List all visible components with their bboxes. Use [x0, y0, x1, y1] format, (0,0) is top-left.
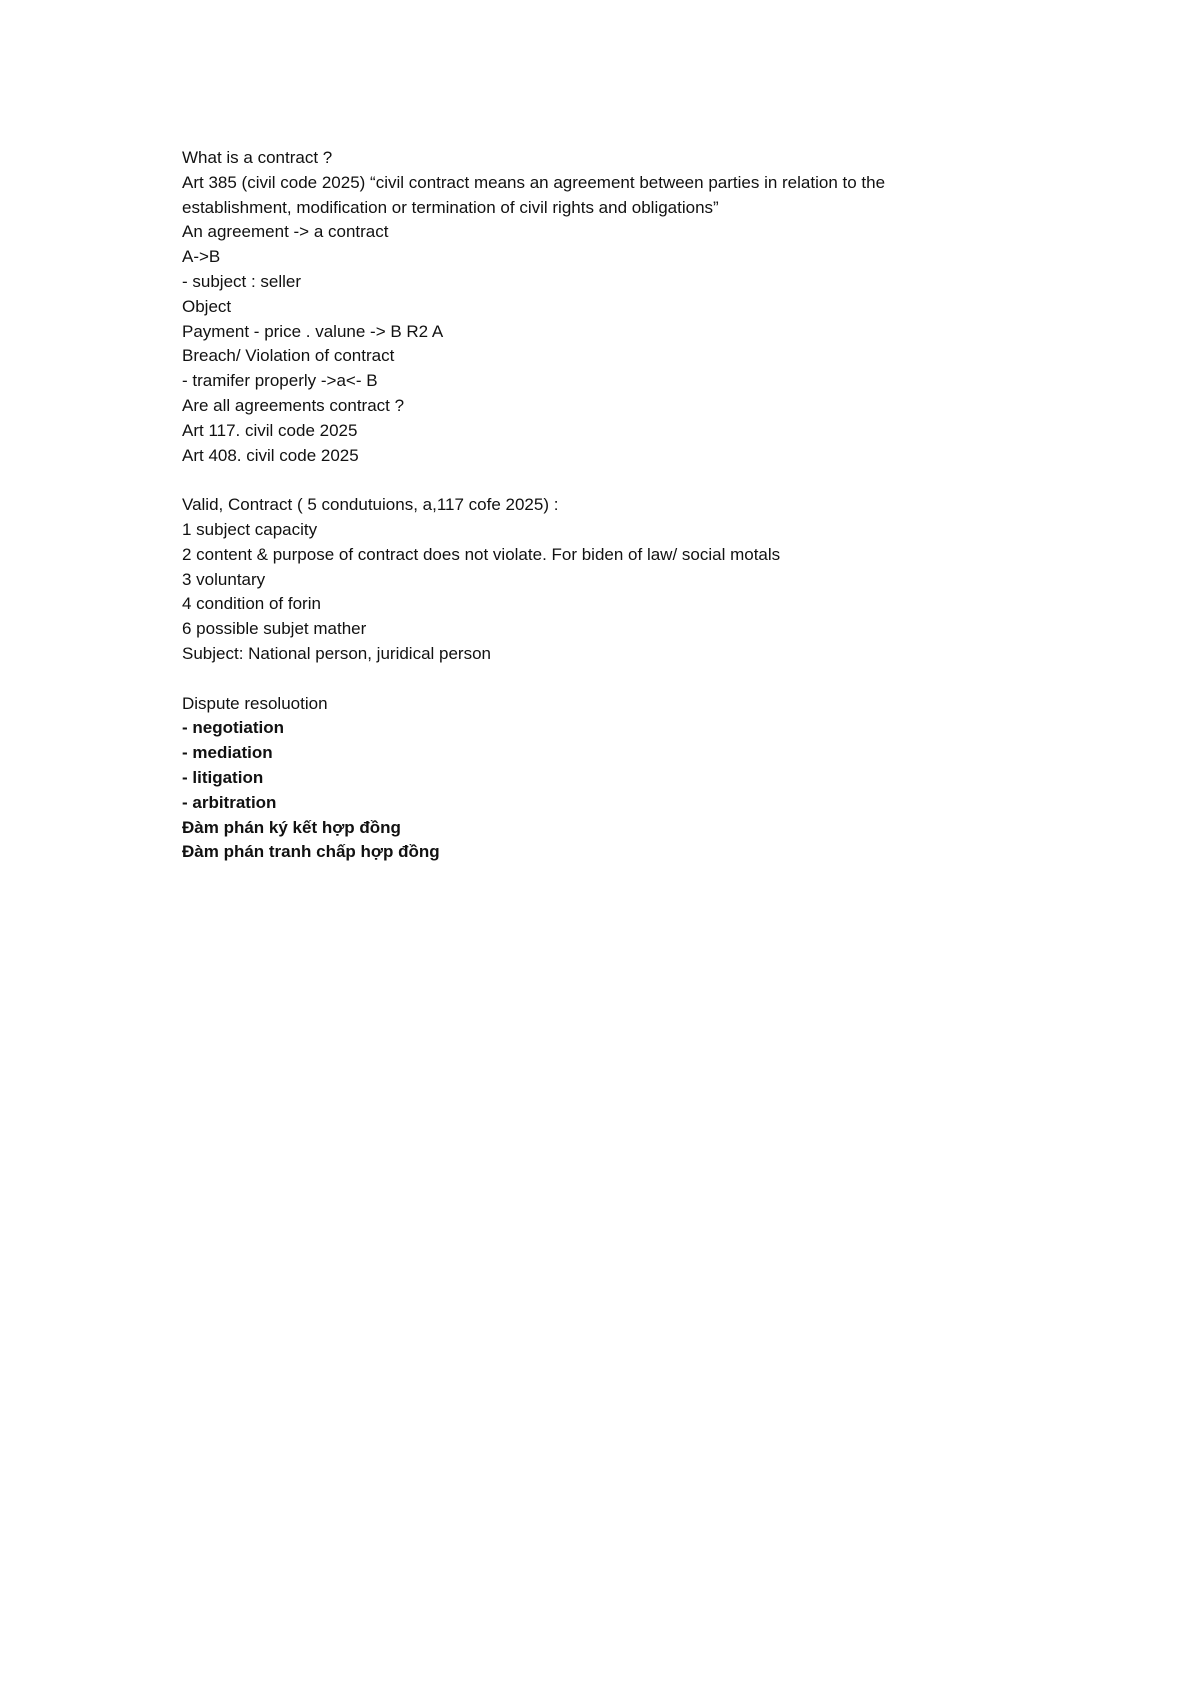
document-body: [182, 146, 982, 865]
text-line: 4 condition of forin: [182, 594, 321, 614]
text-line: - subject : seller: [182, 271, 302, 291]
text-line: 1 subject capacity: [182, 519, 318, 539]
text-line: Subject: National person, juridical person: [182, 643, 492, 663]
text-line: Art 408. civil code 2025: [182, 445, 359, 465]
text-line: 2 content & purpose of contract does not violate. For biden of law/ social motals: [182, 544, 781, 564]
text-line: Are all agreements contract ?: [182, 395, 405, 415]
text-line: A->B: [182, 247, 221, 267]
text-line: Payment - price . valune -> B R2 A: [182, 321, 444, 341]
text-line: What is a contract ?: [182, 148, 333, 167]
text-line: Art 117. civil code 2025: [182, 420, 358, 440]
text-line: 6 possible subjet mather: [182, 619, 367, 639]
text-line: - tramifer properly ->a<- B: [182, 371, 378, 391]
text-line: Valid, Contract ( 5 condutuions, a,117 cofe 2025) :: [182, 495, 559, 515]
text-line-bold: Đàm phán ký kết hợp đồng: [182, 817, 401, 837]
text-line: Breach/ Violation of contract: [182, 346, 395, 366]
text-line-bold: - negotiation: [182, 718, 284, 738]
text-line: Art 385 (civil code 2025) “civil contract means an agreement between parties in relation to the establishment, modification or termination of civil rights and obligations”: [182, 172, 890, 217]
text-line: 3 voluntary: [182, 569, 266, 589]
text-line: Dispute resoluotion: [182, 693, 328, 713]
text-line-bold: - mediation: [182, 743, 273, 763]
text-line: Object: [182, 296, 232, 316]
text-line-bold: - arbitration: [182, 792, 277, 812]
text-line-bold: Đàm phán tranh chấp hợp đồng: [182, 842, 440, 862]
blank-line: [182, 468, 982, 493]
text-line: An agreement -> a contract: [182, 222, 389, 242]
text-line-bold: - litigation: [182, 767, 264, 787]
blank-line: [182, 667, 982, 692]
